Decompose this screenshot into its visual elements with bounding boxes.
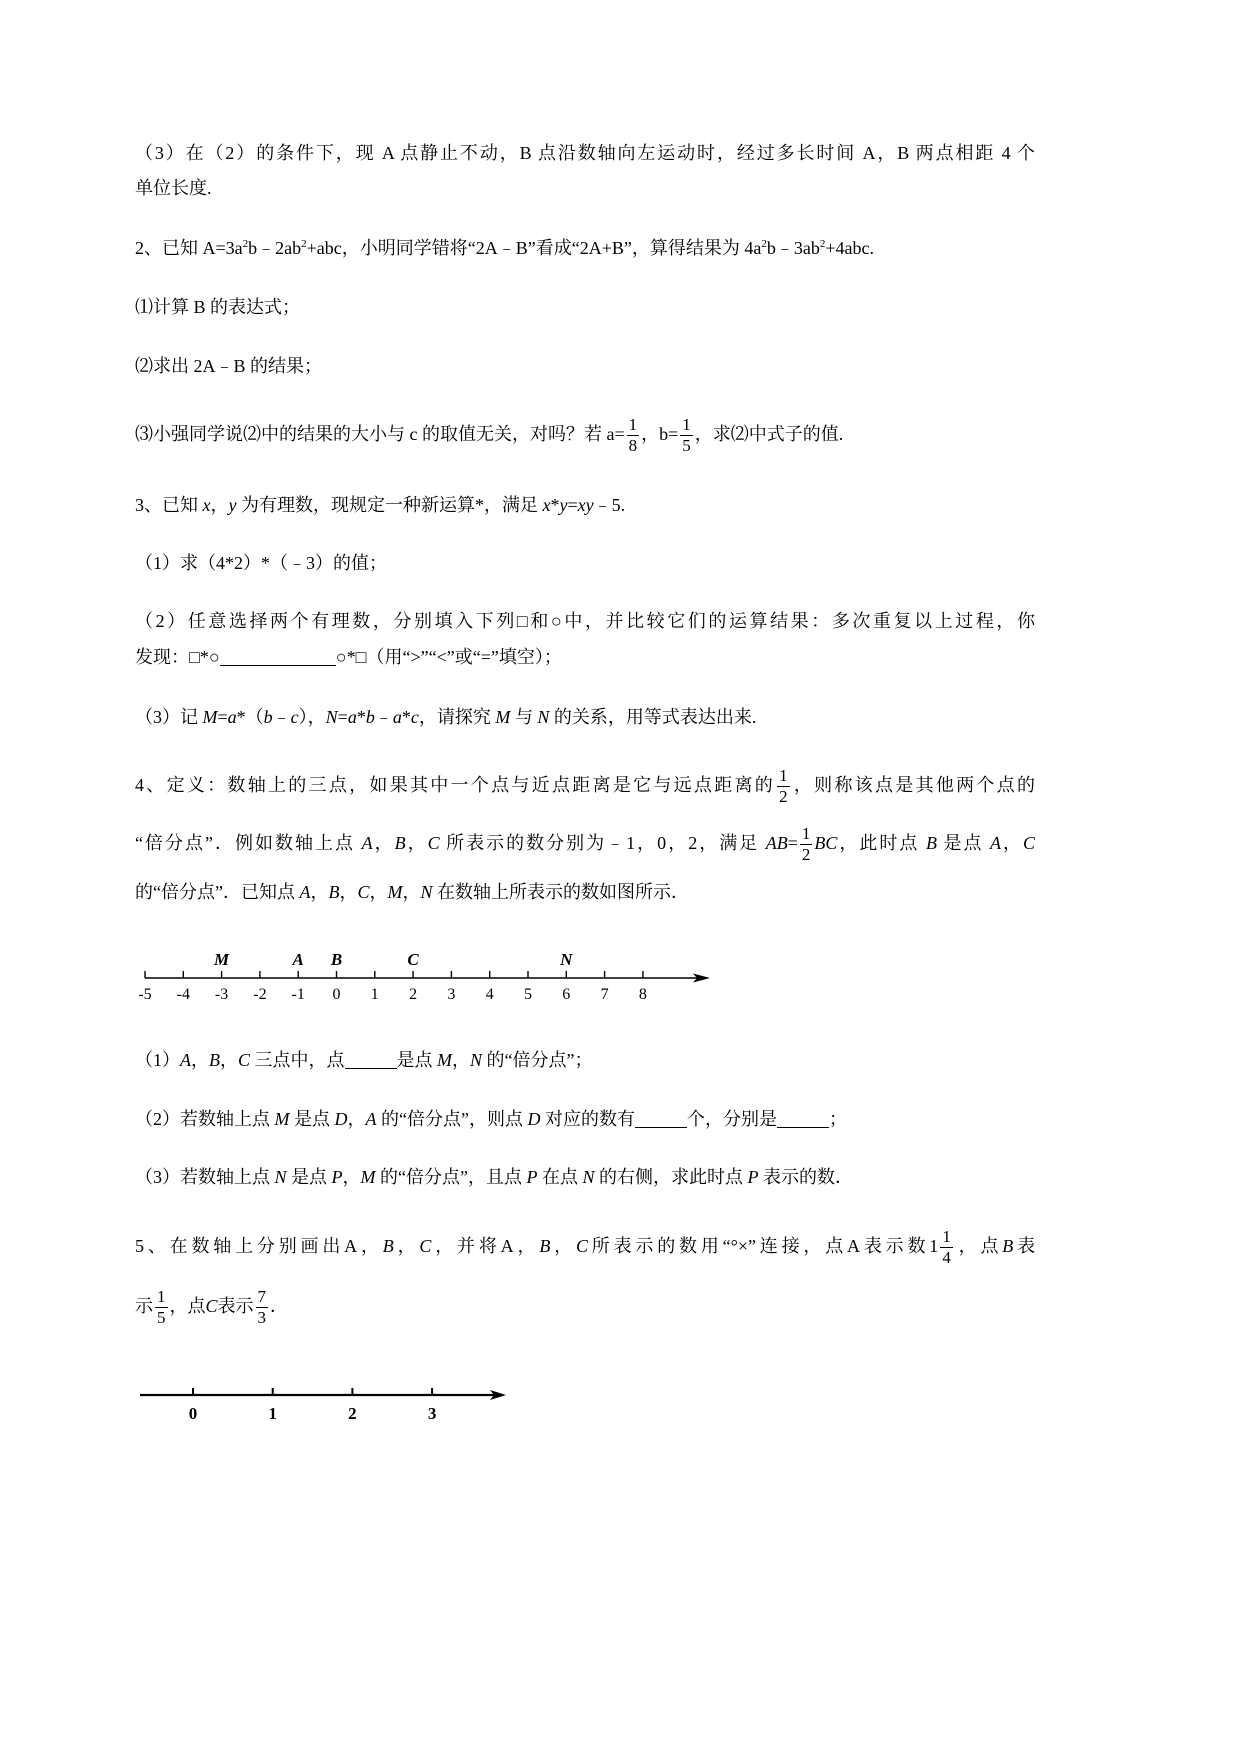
tick-label: 6 (562, 986, 571, 1003)
q4-stem-line3 (135, 878, 689, 906)
italic-variable: P (747, 1167, 759, 1187)
tick-label: -3 (214, 986, 229, 1003)
italic-variable: M (387, 882, 403, 902)
q4-part3 (135, 1163, 853, 1191)
italic-variable: P (526, 1167, 538, 1187)
tick-label: -4 (176, 986, 190, 1003)
text-run: ， (191, 1050, 209, 1070)
tick-label: -5 (138, 986, 152, 1003)
q1-part3-line1 (135, 139, 1035, 167)
text-run: 个，分别是 (686, 1109, 777, 1129)
tick-label: -2 (253, 986, 267, 1003)
text-run: b﹣3ab (766, 238, 820, 258)
text-run: ⑵求出 2A﹣B 的结果； (135, 356, 323, 376)
fraction-numerator: 1 (779, 766, 788, 786)
italic-variable: B (328, 882, 340, 902)
italic-variable: B (382, 1236, 394, 1256)
point-label: N (560, 950, 573, 969)
q3-part1 (135, 549, 387, 577)
fraction-denominator: 3 (257, 1308, 267, 1328)
text-run: 的“倍分点”，且点 (375, 1167, 527, 1187)
q4-part2 (135, 1105, 847, 1133)
q2-part3 (135, 406, 843, 462)
italic-variable: B (394, 833, 406, 853)
text-run: （1）求（4*2）*（﹣3）的值； (135, 553, 387, 573)
text-run: ，请探究 (418, 707, 496, 727)
tick-label: 5 (524, 986, 532, 1003)
text-run: ， (210, 495, 229, 515)
point-label: C (407, 950, 419, 969)
fraction (256, 1287, 269, 1328)
text-run: ，则称该点是其他两个点的 (791, 775, 1035, 795)
text-run: ， (369, 882, 388, 902)
italic-variable: xy (577, 495, 594, 515)
fraction (627, 415, 640, 456)
q4-stem-line2 (135, 815, 1035, 871)
text-run: （3）在（2）的条件下，现 A 点静止不动，B 点沿数轴向左运动时，经过多长时间 A，B 两点相距 4 个 (135, 143, 1035, 163)
text-run: ， (372, 833, 395, 853)
text-run: 对应的数有 (540, 1109, 635, 1129)
italic-variable: A (361, 833, 373, 853)
text-run: 的“倍分点”．已知点 (135, 882, 300, 902)
text-run: = (337, 707, 348, 727)
tick-label: 3 (447, 986, 456, 1003)
answer-blank (635, 1108, 687, 1128)
text-run: * (550, 495, 560, 515)
italic-variable: A (989, 833, 1001, 853)
text-run: ． (270, 1296, 289, 1316)
text-run: 所表示的数分别为﹣1，0，2，满足 (439, 833, 766, 853)
text-run: * (401, 707, 411, 727)
italic-variable: A (180, 1050, 191, 1070)
text-run: （3）若数轴上点 (135, 1167, 275, 1187)
text-run: ，点 (169, 1296, 206, 1316)
text-run: * (356, 707, 366, 727)
text-run: ， (342, 1167, 361, 1187)
italic-variable: c (410, 707, 419, 727)
italic-variable: b (365, 707, 375, 727)
text-run: 示 (135, 1296, 153, 1316)
italic-variable: M (360, 1167, 376, 1187)
text-run: 2、已知 A=3a (135, 238, 243, 258)
italic-variable: M (202, 707, 218, 727)
italic-variable: B (539, 1236, 551, 1256)
text-run: 单位长度. (135, 178, 212, 198)
text-run: ，点 (954, 1236, 1003, 1256)
fraction-numerator: 1 (942, 1227, 951, 1247)
text-run: ）， (298, 707, 326, 727)
text-run: ，b= (641, 424, 679, 444)
fraction (155, 1287, 168, 1328)
tick-label: 0 (332, 986, 341, 1003)
text-run: 的关系，用等式表达出来. (549, 707, 757, 727)
answer-blank (345, 1049, 397, 1069)
italic-variable: C (1023, 833, 1035, 853)
text-run: ，并将A， (431, 1236, 540, 1256)
text-run: 是点 (936, 833, 990, 853)
tick-label: 8 (638, 986, 647, 1003)
text-run: （3）记 (135, 707, 203, 727)
fraction-denominator: 4 (942, 1248, 951, 1268)
fraction-numerator: 1 (157, 1287, 166, 1307)
italic-variable: N (470, 1050, 483, 1070)
tick-label: 0 (188, 1404, 198, 1423)
fraction-numerator: 1 (682, 415, 691, 435)
text-run: +abc，小明同学错将“2A﹣B”看成“2A+B”，算得结果为 4a (306, 238, 762, 258)
text-run: ， (347, 1109, 366, 1129)
fraction-denominator: 8 (628, 436, 638, 456)
text-run: 所表示的数用“°×”连接，点A表示数1 (587, 1236, 939, 1256)
q1-part3-line2 (135, 174, 212, 202)
superscript: 2 (761, 238, 767, 250)
text-run: ， (1000, 833, 1023, 853)
number-line-figure-1 (130, 945, 730, 1010)
text-run: ○*□（用“>”“<”或“=”填空）； (335, 647, 562, 667)
italic-variable: AB (765, 833, 788, 853)
italic-variable: M (274, 1109, 290, 1129)
text-run: 是点 (286, 1167, 332, 1187)
italic-variable: a (392, 707, 402, 727)
text-run: 三点中，点 (250, 1050, 345, 1070)
italic-variable: M (437, 1050, 453, 1070)
text-run: ﹣ (272, 707, 291, 727)
text-run: ⑶小强同学说⑵中的结果的大小与 c 的取值无关，对吗？若 a= (135, 424, 625, 444)
italic-variable: D (334, 1109, 348, 1129)
answer-blank (777, 1108, 829, 1128)
fraction (940, 1227, 953, 1268)
italic-variable: B (209, 1050, 220, 1070)
tick-label: 7 (600, 986, 609, 1003)
q5-stem-line1 (135, 1218, 1035, 1274)
text-run: ， (405, 833, 428, 853)
text-run: 表示 (217, 1296, 254, 1316)
fraction-denominator: 2 (801, 845, 811, 865)
text-run: 4、定义：数轴上的三点，如果其中一个点与近点距离是它与远点距离的 (135, 775, 776, 795)
text-run: 5、在数轴上分别画出A， (135, 1236, 383, 1256)
text-run: = (787, 833, 798, 853)
text-run: *（ (236, 707, 264, 727)
tick-label: 2 (348, 1404, 357, 1423)
text-run: b﹣2ab (248, 238, 302, 258)
italic-variable: x (542, 495, 551, 515)
superscript: 2 (301, 238, 307, 250)
text-run: = (567, 495, 578, 515)
answer-blank (220, 646, 336, 666)
text-run: 表示的数． (758, 1167, 854, 1187)
text-run: ， (339, 882, 358, 902)
italic-variable: A (299, 882, 311, 902)
tick-label: 2 (409, 986, 418, 1003)
text-run: 是点 (396, 1050, 438, 1070)
q5-stem-line2 (135, 1278, 288, 1334)
text-run: 发现：□*○ (135, 647, 220, 667)
italic-variable: C (575, 1236, 588, 1256)
text-run: ， (402, 882, 421, 902)
fraction (680, 415, 693, 456)
text-run: （2）任意选择两个有理数，分别填入下列□和○中，并比较它们的运算结果：多次重复以上过程，你 (135, 611, 1035, 631)
q2-part1 (135, 293, 300, 321)
italic-variable: y (228, 495, 237, 515)
tick-label: 4 (485, 986, 494, 1003)
text-run: = (217, 707, 228, 727)
fraction (800, 824, 813, 865)
q3-part3 (135, 703, 756, 731)
italic-variable: N (582, 1167, 595, 1187)
text-run: 的右侧，求此时点 (594, 1167, 748, 1187)
italic-variable: N (420, 882, 433, 902)
fraction-denominator: 5 (157, 1308, 166, 1328)
text-run: ⑴计算 B 的表达式； (135, 297, 301, 317)
italic-variable: BC (814, 833, 838, 853)
fraction-numerator: 1 (801, 824, 811, 844)
fraction-denominator: 5 (682, 436, 691, 456)
italic-variable: y (559, 495, 568, 515)
tick-label: 1 (370, 986, 379, 1003)
superscript: 2 (819, 238, 826, 250)
fraction-numerator: 7 (257, 1287, 267, 1307)
text-run: ， (310, 882, 329, 902)
italic-variable: N (274, 1167, 287, 1187)
italic-variable: C (427, 833, 440, 853)
q2-part2 (135, 352, 322, 380)
italic-variable: B (925, 833, 937, 853)
italic-variable: M (495, 707, 511, 727)
italic-variable: D (527, 1109, 541, 1129)
italic-variable: N (537, 707, 550, 727)
text-run: （2）若数轴上点 (135, 1109, 275, 1129)
text-run: 为有理数，现规定一种新运算*，满足 (236, 495, 543, 515)
fraction-numerator: 1 (628, 415, 638, 435)
text-run: （1） (135, 1050, 180, 1070)
q4-stem-line1 (135, 757, 1035, 813)
text-run: 的“倍分点”，则点 (376, 1109, 528, 1129)
point-label: A (292, 950, 304, 969)
text-run: 表 (1013, 1236, 1035, 1256)
text-run: ，求⑵中式子的值. (694, 424, 844, 444)
italic-variable: c (290, 707, 299, 727)
text-run: “倍分点”．例如数轴上点 (135, 833, 362, 853)
text-run: ，此时点 (837, 833, 926, 853)
point-label: B (330, 950, 343, 969)
text-run: +4abc. (825, 238, 875, 258)
number-line-figure-2 (130, 1375, 520, 1430)
text-run: ； (828, 1109, 847, 1129)
text-run: ﹣ (374, 707, 393, 727)
text-run: 在点 (537, 1167, 583, 1187)
italic-variable: b (263, 707, 273, 727)
q4-part1 (135, 1046, 593, 1074)
text-run: ， (393, 1236, 420, 1256)
tick-label: -1 (291, 986, 305, 1003)
q2-stem (135, 234, 874, 262)
italic-variable: C (238, 1050, 251, 1070)
text-run: ， (220, 1050, 238, 1070)
italic-variable: B (1002, 1236, 1014, 1256)
q3-part2-line2 (135, 643, 562, 671)
italic-variable: C (205, 1296, 218, 1316)
italic-variable: A (365, 1109, 377, 1129)
q3-part2-line1 (135, 607, 1035, 635)
text-run: 是点 (289, 1109, 335, 1129)
italic-variable: C (357, 882, 370, 902)
italic-variable: a (227, 707, 237, 727)
text-run: 与 (510, 707, 538, 727)
text-run: ， (452, 1050, 471, 1070)
text-run: ﹣5. (593, 495, 626, 515)
point-label: M (214, 950, 230, 969)
italic-variable: a (347, 707, 357, 727)
italic-variable: N (325, 707, 338, 727)
fraction-denominator: 2 (779, 787, 788, 807)
tick-label: 1 (268, 1404, 277, 1423)
italic-variable: x (202, 495, 211, 515)
text-run: 的“倍分点”； (482, 1050, 593, 1070)
q3-stem (135, 491, 625, 519)
superscript: 2 (242, 238, 249, 250)
fraction (777, 766, 790, 807)
italic-variable: P (331, 1167, 343, 1187)
text-run: 在数轴上所表示的数如图所示． (432, 882, 690, 902)
tick-label: 3 (427, 1404, 437, 1423)
text-run: ， (550, 1236, 576, 1256)
text-run: 3、已知 (135, 495, 203, 515)
italic-variable: C (419, 1236, 432, 1256)
